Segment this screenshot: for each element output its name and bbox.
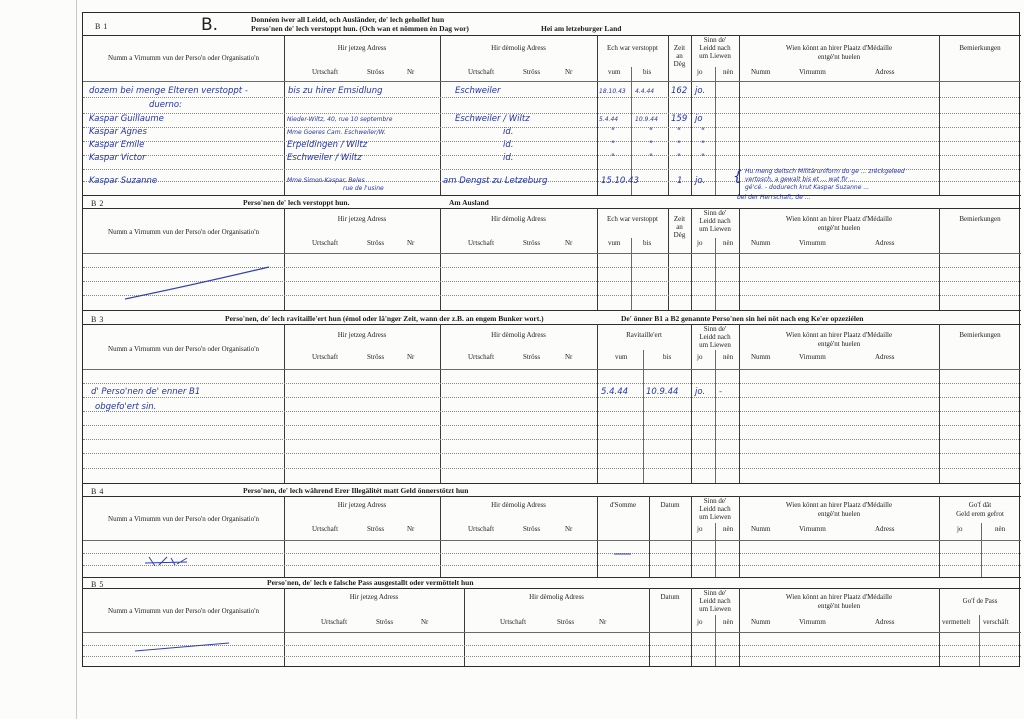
b1-row6-days: 1 [677, 176, 683, 186]
b4-sub-ort2: Urtschaft [468, 525, 495, 533]
b5-sub-str: Ströss [376, 618, 394, 626]
b2-sub-jo: jo [697, 239, 703, 247]
b1-row3-prev: id. [503, 127, 514, 137]
b3-header-ravitailleert: Ravitaille'ert [626, 331, 662, 339]
section-b1-code: B 1 [95, 22, 108, 31]
b3-sub-adress: Adress [875, 353, 895, 361]
b3-header-sinn-2: Leidd nach [699, 333, 731, 341]
b1-row5-from: " [611, 153, 615, 163]
b1-title-line2: Perso'nen de' lech verstoppt hun. (Och wan et nömmen èn Dag wor) [251, 24, 469, 33]
b3-sub-jo: jo [697, 353, 703, 361]
page-edge [76, 0, 77, 719]
b1-row2-addr: Nieder-Wiltz, 40, rue 10 septembre [287, 116, 393, 123]
b1-header-sinn-2: Leidd nach [699, 44, 731, 52]
b1-header-sinn-1: Sinn de' [703, 36, 727, 44]
b5-sub-nr: Nr [421, 618, 429, 626]
b4-sub-numm: Numm [751, 525, 771, 533]
b1-row3-addr: Mme Goeres Cam. Eschweiler/W. [287, 129, 386, 136]
b5-sub-vermet: vermettelt [942, 618, 971, 626]
b2-sub-vum: vum [608, 239, 621, 247]
b1-row6-addr2: rue de l'usine [343, 185, 384, 192]
b1-sub-str2: Ströss [523, 68, 541, 76]
b3-sub-numm: Numm [751, 353, 771, 361]
b1-row2-name: Kaspar Guillaume [89, 114, 164, 124]
b2-sub-ort2: Urtschaft [468, 239, 495, 247]
b1-title-line3: Hei am letzeburger Land [541, 24, 622, 33]
b3-sub-nen: nèn [723, 353, 734, 361]
b1-sub-nr: Nr [407, 68, 415, 76]
b1-sub-ort2: Urtschaft [468, 68, 495, 76]
section-b2-code: B 2 [91, 199, 104, 208]
b3-sub-ort2: Urtschaft [468, 353, 495, 361]
section-b3-code: B 3 [91, 315, 104, 324]
section-b4-code: B 4 [91, 487, 104, 496]
b1-row4-to: " [649, 140, 653, 150]
b1-row0-name: dozem bei menge Elteren verstoppt - [89, 86, 248, 96]
form-letter: B. [201, 15, 219, 35]
b1-row6-from: 15.10.43 [601, 176, 639, 186]
b5-header-sinn-3: um Liewen [699, 605, 731, 613]
b1-row0-to: 4.4.44 [635, 88, 655, 95]
b1-sub-adress: Adress [875, 68, 895, 76]
b4-sub-geld-nen: nèn [995, 525, 1006, 533]
b1-row4-from: " [611, 140, 615, 150]
b3-note-line1: d' Perso'nen de' enner B1 [91, 387, 201, 397]
b3-sub-nr: Nr [407, 353, 415, 361]
questionnaire-form [82, 12, 1020, 667]
b1-remark-4: bei der Herrschaft, de ... [737, 194, 811, 201]
b1-row3-from: " [611, 127, 615, 137]
b1-row5-jo: " [701, 153, 705, 163]
b1-row1-name: duerno: [149, 100, 182, 110]
b1-header-address: Hir jetzeg Adress [337, 44, 387, 52]
b2-sub-numm: Numm [751, 239, 771, 247]
b4-sub-ort: Urtschaft [312, 525, 339, 533]
b1-row3-days: " [677, 127, 681, 137]
b5-sub-nen: nèn [723, 618, 734, 626]
b4-header-datum: Datum [660, 501, 680, 509]
b2-header-prev: Hir dèmolig Adress [491, 215, 546, 223]
b2-sub-nr2: Nr [565, 239, 573, 247]
b3-sub-virnumm: Virnumm [799, 353, 826, 361]
b1-row0-prev: Eschweiler [455, 86, 501, 96]
b1-row2-prev: Eschweiler / Wiltz [455, 114, 530, 124]
b5-header-datum: Datum [660, 593, 680, 601]
b3-header-sinn-3: um Liewen [699, 341, 731, 349]
b1-row5-addr: Eschweiler / Wiltz [287, 153, 362, 163]
b3-header-address: Hir jetzeg Adress [337, 331, 387, 339]
b1-row2-from: 5.4.44 [599, 116, 619, 123]
b4-header-sinn-3: um Liewen [699, 513, 731, 521]
b4-title: Perso'nen, de' lech während Erer Illegälitét matt Geld önnerstötzt hun [243, 486, 469, 495]
b1-row3-jo: " [701, 127, 705, 137]
b1-sub-nen: nèn [723, 68, 734, 76]
b1-header-time-3: Dèg [673, 60, 686, 68]
b1-row2-days: 159 [671, 114, 688, 124]
b5-sub-adress: Adress [875, 618, 895, 626]
b2-strikethrough-line [123, 263, 273, 303]
b1-sub-ort: Urtschaft [312, 68, 339, 76]
b4-header-plaatz-2: entgè'nt huelen [817, 510, 861, 518]
b2-sub-bis: bis [643, 239, 652, 247]
b3-header-plaatz-1: Wien könnt an hirer Plaatz d'Médaille [785, 331, 893, 339]
b5-sub-ort: Urtschaft [321, 618, 348, 626]
b3-sub-ort: Urtschaft [312, 353, 339, 361]
b1-title-line1: Donnéen iwer all Leidd, och Ausländer, de' lech gehollef hun [251, 15, 445, 24]
b3-header-sinn-1: Sinn de' [703, 325, 727, 333]
b1-row5-to: " [649, 153, 653, 163]
b4-header-sinn-2: Leidd nach [699, 505, 731, 513]
b3-title-b: De' önner B1 a B2 genannte Perso'nen sin hei nöt nach eng Ke'er opzeziélen [621, 314, 864, 323]
b3-header-prev: Hir dèmolig Adress [491, 331, 546, 339]
b2-header-time-3: Dèg [673, 231, 686, 239]
b1-header-time-2: an [676, 52, 683, 60]
b4-sub-geld-jo: jo [957, 525, 963, 533]
b2-header-plaatz-2: entgè'nt huelen [817, 224, 861, 232]
b1-row0-from: 18.10.43 [599, 88, 626, 95]
b4-sub-nen: nèn [723, 525, 734, 533]
b1-header-plaatz-2: entgè'nt huelen [817, 53, 861, 61]
b1-sub-jo: jo [697, 68, 703, 76]
b5-sub-numm: Numm [751, 618, 771, 626]
b2-sub-ort: Urtschaft [312, 239, 339, 247]
b1-row4-addr: Erpeldingen / Wiltz [287, 140, 368, 150]
b3-header-plaatz-2: entgè'nt huelen [817, 340, 861, 348]
b5-strike-line [133, 641, 233, 653]
b5-sub-str2: Ströss [557, 618, 575, 626]
b1-row4-days: " [677, 140, 681, 150]
b4-sub-nr: Nr [407, 525, 415, 533]
b1-header-sinn-3: um Liewen [699, 52, 731, 60]
b3-dash: - [719, 387, 723, 397]
b2-header-address: Hir jetzeg Adress [337, 215, 387, 223]
b1-remark-2: vertosch, a gewalt bis et ... wat fir ... [745, 176, 856, 183]
b2-header-remarks: Bemierkungen [959, 215, 1001, 223]
b1-row5-prev: id. [503, 153, 514, 163]
b4-header-name: Numm a Virnumm vun der Perso'n oder Organisatio'n [108, 515, 259, 523]
b3-note-line2: obgefo'ert sin. [95, 402, 157, 412]
b1-row6-addr: Mme Simon-Kaspar, Beles [287, 177, 365, 184]
b4-sub-str: Ströss [367, 525, 385, 533]
b4-sub-jo: jo [697, 525, 703, 533]
b1-row6-jo: jo. [695, 176, 706, 186]
b1-sub-vum: vum [608, 68, 621, 76]
b4-header-sinn-1: Sinn de' [703, 497, 727, 505]
b1-row2-jo: jo [695, 114, 703, 124]
b1-row0-jo: jo. [695, 86, 706, 96]
b1-sub-str: Ströss [367, 68, 385, 76]
b5-sub-nr2: Nr [599, 618, 607, 626]
b4-header-geld-2: Geld erem gefrot [956, 510, 1004, 518]
b5-header-plaatz-2: entgè'nt huelen [817, 602, 861, 610]
b5-header-pass: Go'f de Pass [962, 597, 998, 605]
b5-header-sinn-2: Leidd nach [699, 597, 731, 605]
b3-sub-str: Ströss [367, 353, 385, 361]
b4-header-prev: Hir dèmolig Adress [491, 501, 546, 509]
b1-row4-prev: id. [503, 140, 514, 150]
b1-row3-name: Kaspar Agnes [89, 127, 147, 137]
b1-remark-3: gé'cé. - dodurech krut Kaspar Suzanne ... [745, 184, 870, 191]
b3-sub-bis: bis [663, 353, 672, 361]
b1-header-name: Numm a Virnumm vun der Perso'n oder Organisatio'n [108, 54, 259, 62]
b1-row0-days: 162 [671, 86, 688, 96]
b5-header-address: Hir jetzeg Adress [349, 593, 399, 601]
b1-header-prev-address: Hir dèmolig Adress [491, 44, 546, 52]
b2-sub-nr: Nr [407, 239, 415, 247]
b3-sub-nr2: Nr [565, 353, 573, 361]
b5-title: Perso'nen, de' lech e falsche Pass ausgestallt oder vermöttelt hun [267, 578, 474, 587]
b2-sub-virnumm: Virnumm [799, 239, 826, 247]
b3-sub-str2: Ströss [523, 353, 541, 361]
b2-sub-str2: Ströss [523, 239, 541, 247]
b2-header-time-1: Zeit [673, 215, 686, 223]
b5-sub-versch: verschäft [983, 618, 1009, 626]
b1-header-remarks: Bemierkungen [959, 44, 1001, 52]
b5-sub-ort2: Urtschaft [500, 618, 527, 626]
b5-header-name: Numm a Virnumm vun der Perso'n oder Organisatio'n [108, 607, 259, 615]
b2-header-sinn-1: Sinn de' [703, 209, 727, 217]
b5-header-prev: Hir dèmolig Adress [529, 593, 584, 601]
b1-sub-numm: Numm [751, 68, 771, 76]
b3-header-name: Numm a Virnumm vun der Perso'n oder Organisatio'n [108, 345, 259, 353]
b4-crossed-mark [143, 553, 193, 569]
b3-sub-vum: vum [615, 353, 628, 361]
b4-header-somme: d'Somme [609, 501, 637, 509]
b1-sub-virnumm: Virnumm [799, 68, 826, 76]
b5-header-plaatz-1: Wien könnt an hirer Plaatz d'Médaille [785, 593, 893, 601]
b1-row4-jo: " [701, 140, 705, 150]
b4-header-address: Hir jetzeg Adress [337, 501, 387, 509]
b1-row6-name: Kaspar Suzanne [89, 176, 158, 186]
b1-row0-addr: bis zu hirer Emsidlung [288, 86, 383, 96]
b1-sub-bis: bis [643, 68, 652, 76]
b1-row4-name: Kaspar Emile [89, 140, 145, 150]
b1-remark-1: Hu meng deitsch Militäruniform do ge ... zréckgeleed [745, 168, 905, 175]
b2-sub-nen: nèn [723, 239, 734, 247]
b3-title: Perso'nen, de' lech ravitaille'ert hun (émol oder lä'nger Zeit, wann der z.B. an engem Bunker wort.) [225, 314, 544, 323]
b5-sub-virnumm: Virnumm [799, 618, 826, 626]
b4-sub-adress: Adress [875, 525, 895, 533]
section-b5-code: B 5 [91, 580, 104, 589]
b2-header-time-2: an [676, 223, 683, 231]
b1-row2-to: 10.9.44 [635, 116, 658, 123]
b2-header-sinn-2: Leidd nach [699, 217, 731, 225]
b2-header-name: Numm a Virnumm vun der Perso'n oder Organisatio'n [108, 228, 259, 236]
b2-sub-str: Ströss [367, 239, 385, 247]
b4-sub-virnumm: Virnumm [799, 525, 826, 533]
b1-row3-to: " [649, 127, 653, 137]
b4-sub-nr2: Nr [565, 525, 573, 533]
b3-to: 10.9.44 [646, 387, 679, 397]
b4-header-plaatz-1: Wien könnt an hirer Plaatz d'Médaille [785, 501, 893, 509]
b2-title-b: Am Ausland [449, 198, 489, 207]
b2-sub-adress: Adress [875, 239, 895, 247]
b4-dash-mark [613, 551, 633, 557]
b3-header-remarks: Bemierkungen [959, 331, 1001, 339]
b2-header-sinn-3: um Liewen [699, 225, 731, 233]
b4-header-geld-1: Go'f dât [968, 501, 992, 509]
b1-row6-prev: am Dengst zu Letzeburg [443, 176, 548, 186]
b4-sub-str2: Ströss [523, 525, 541, 533]
b1-header-plaatz-1: Wien könnt an hirer Plaatz d'Médaille [785, 44, 893, 52]
b2-header-plaatz-1: Wien könnt an hirer Plaatz d'Médaille [785, 215, 893, 223]
b3-jo: jo. [695, 387, 706, 397]
b1-row5-days: " [677, 153, 681, 163]
b1-sub-nr2: Nr [565, 68, 573, 76]
b1-row5-name: Kaspar Victor [89, 153, 146, 163]
b2-title: Perso'nen de' lech verstoppt hun. [243, 198, 350, 207]
b3-from: 5.4.44 [601, 387, 629, 397]
remark-brace: { [733, 169, 742, 185]
b5-header-sinn-1: Sinn de' [703, 589, 727, 597]
b2-header-hidden: Ech war verstoppt [607, 215, 658, 223]
b1-header-hidden: Ech war verstoppt [607, 44, 658, 52]
b5-sub-jo: jo [697, 618, 703, 626]
b1-header-time-1: Zeit [673, 44, 686, 52]
